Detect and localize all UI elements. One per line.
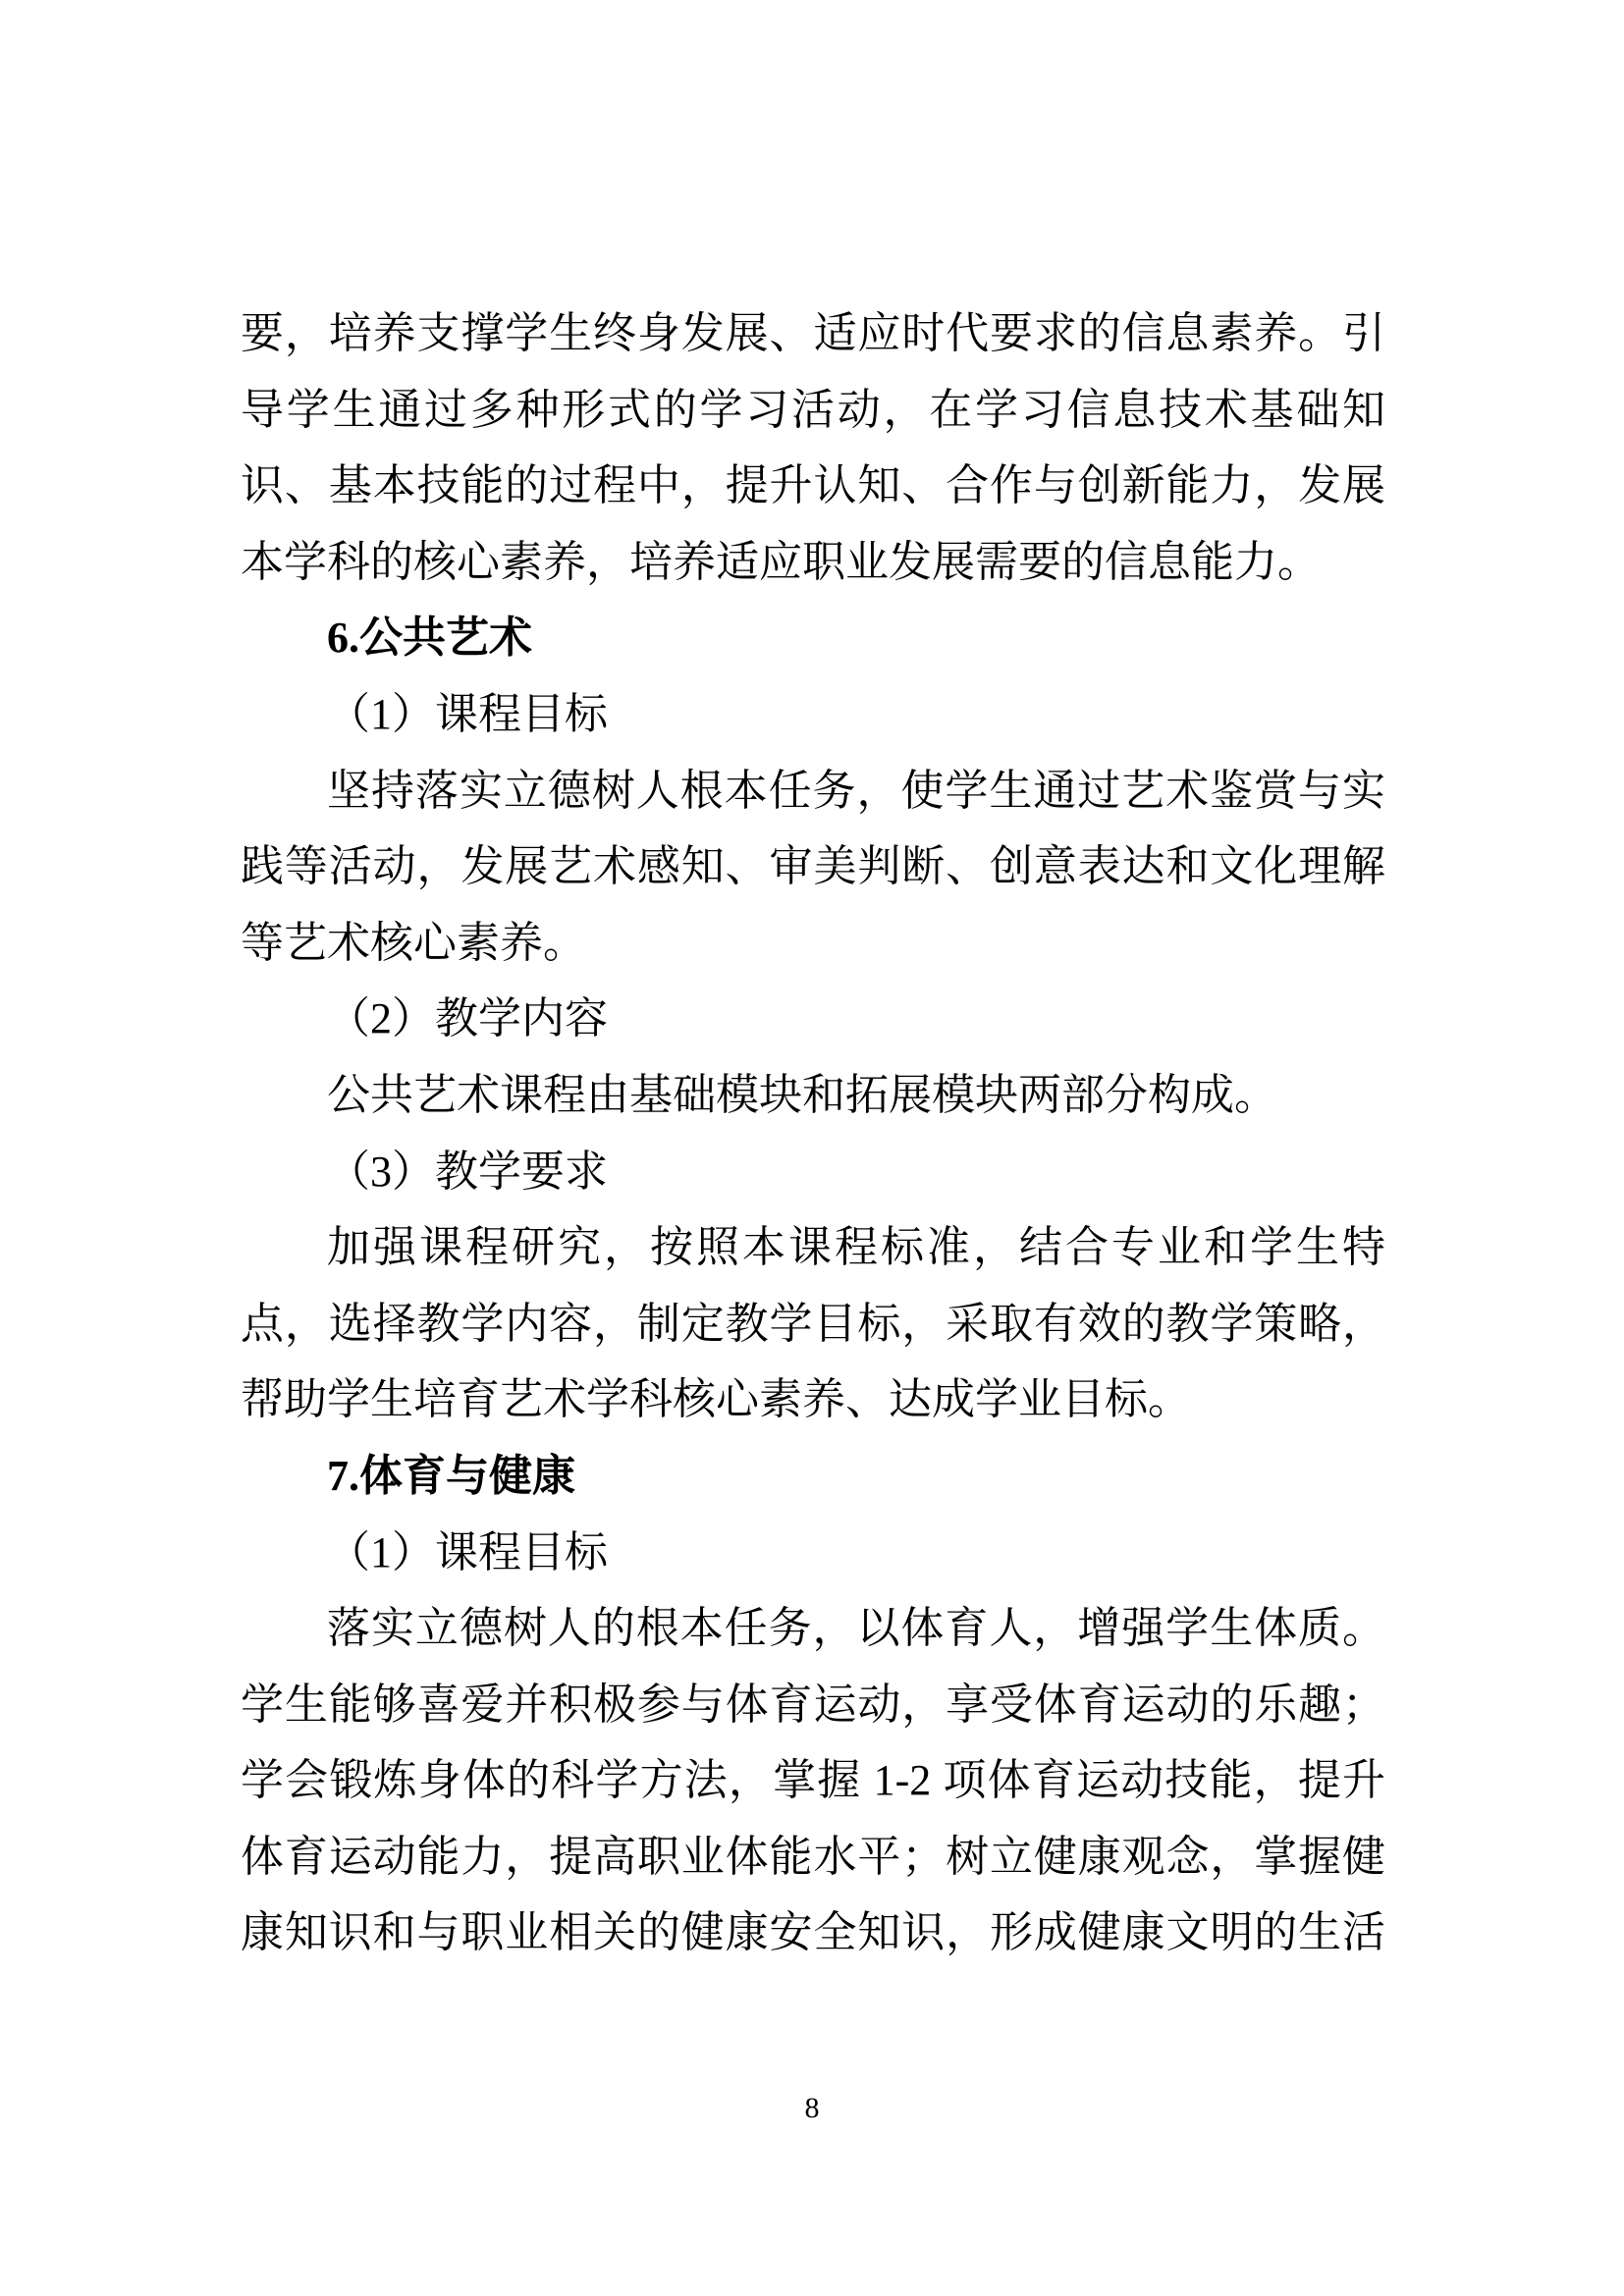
paragraph-line: 学生能够喜爱并积极参与体育运动，享受体育运动的乐趣； <box>241 1680 1385 1729</box>
paragraph-line: 帮助学生培育艺术学科核心素养、达成学业目标。 <box>241 1375 1191 1424</box>
paragraph-line: 公共艺术课程由基础模块和拓展模块两部分构成。 <box>327 1070 1277 1119</box>
paragraph-line: 加强课程研究，按照本课程标准，结合专业和学生特 <box>327 1223 1385 1272</box>
section-heading-public-art: 6.公共艺术 <box>327 614 532 663</box>
paragraph-line: 学会锻炼身体的科学方法，掌握 1-2 项体育运动技能，提升 <box>241 1756 1385 1805</box>
paragraph-line: 要，培养支撑学生终身发展、适应时代要求的信息素养。引 <box>241 309 1385 357</box>
paragraph-line: 康知识和与职业相关的健康安全知识，形成健康文明的生活 <box>241 1908 1385 1957</box>
paragraph-line: 体育运动能力，提高职业体能水平；树立健康观念，掌握健 <box>241 1832 1385 1881</box>
paragraph-line: 导学生通过多种形式的学习活动，在学习信息技术基础知 <box>241 385 1385 434</box>
subsection-label-teaching-content: （2）教学内容 <box>327 994 608 1043</box>
paragraph-line: 坚持落实立德树人根本任务，使学生通过艺术鉴赏与实 <box>327 766 1385 815</box>
subsection-label-course-goal: （1）课程目标 <box>327 1527 608 1576</box>
paragraph-line: 践等活动，发展艺术感知、审美判断、创意表达和文化理解 <box>241 842 1385 891</box>
section-heading-pe-health: 7.体育与健康 <box>327 1451 575 1500</box>
subsection-label-teaching-requirements: （3）教学要求 <box>327 1147 608 1196</box>
page-number: 8 <box>804 2092 820 2124</box>
paragraph-line: 识、基本技能的过程中，提升认知、合作与创新能力，发展 <box>241 461 1385 510</box>
subsection-label-course-goal: （1）课程目标 <box>327 689 608 738</box>
paragraph-line: 落实立德树人的根本任务，以体育人，增强学生体质。 <box>327 1604 1385 1653</box>
paragraph-line: 点，选择教学内容，制定教学目标，采取有效的教学策略， <box>241 1299 1385 1348</box>
document-text-block <box>241 295 1385 1971</box>
paragraph-line: 本学科的核心素养，培养适应职业发展需要的信息能力。 <box>241 537 1321 586</box>
paragraph-line: 等艺术核心素养。 <box>241 918 586 967</box>
